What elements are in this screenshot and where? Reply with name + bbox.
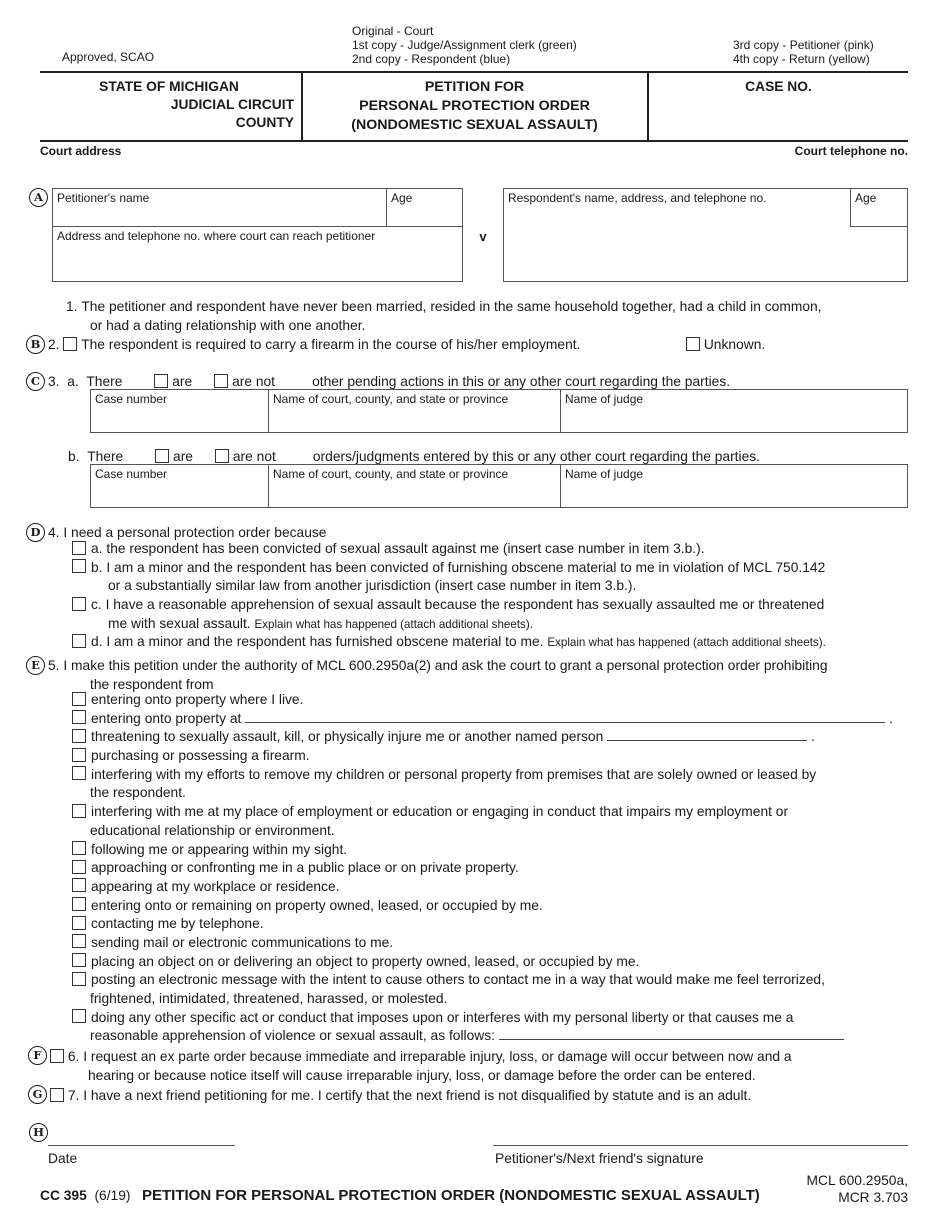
copy-2nd-label: 2nd copy - Respondent (blue): [352, 52, 511, 66]
item4a-text: the respondent has been convicted of sexual assault against me (insert case number in item 3.b.).: [106, 541, 705, 556]
item3b-arenot-checkbox[interactable]: [215, 449, 229, 463]
court-phone-label: Court telephone no.: [794, 144, 908, 158]
copy-3rd-label: 3rd copy - Petitioner (pink): [733, 38, 874, 52]
item5-checkbox-10[interactable]: [72, 897, 86, 911]
item7-line: [50, 1087, 751, 1104]
marker-c: C: [26, 372, 45, 391]
item5-checkbox-14[interactable]: [72, 972, 86, 986]
item3b-col-court: Name of court, county, and state or province: [273, 467, 509, 481]
item2-unknown-label: Unknown.: [703, 337, 766, 352]
item2-number: 2.: [48, 337, 60, 352]
item5-text-11: contacting me by telephone.: [91, 916, 264, 932]
item1-line1: [66, 298, 822, 315]
item5-checkbox-13[interactable]: [72, 953, 86, 967]
item5-checkbox-3[interactable]: [72, 729, 86, 743]
signature-label: Petitioner's/Next friend's signature: [495, 1151, 704, 1166]
item5-text-8: approaching or confronting me in a public place or on private property.: [91, 860, 519, 876]
item4c-letter: c.: [91, 597, 102, 613]
item3b-line: [68, 448, 760, 465]
item4-intro-line: [48, 524, 326, 541]
item4-option-c-cont: [72, 615, 932, 634]
marker-f: F: [28, 1046, 47, 1065]
item4d-text: I am a minor and the respondent has furnished obscene material to me.: [106, 634, 544, 650]
item5-as-follows-blank[interactable]: [499, 1027, 844, 1040]
county-label: COUNTY: [235, 115, 294, 130]
copy-4th-label: 4th copy - Return (yellow): [733, 52, 870, 66]
item5-option-4: [72, 747, 932, 766]
item5-checkbox-9[interactable]: [72, 878, 86, 892]
item5-text-2: entering onto property at: [91, 710, 242, 726]
item5-intro-line2: the respondent from: [90, 677, 214, 692]
item5-checkbox-15[interactable]: [72, 1009, 86, 1023]
respondent-age-left-border: [850, 188, 851, 227]
footer-mcl: MCL 600.2950a,: [806, 1173, 908, 1188]
item3a-there-label: There: [86, 374, 123, 389]
item4c-text: I have a reasonable apprehension of sexual assault because the respondent has sexually assaulted me or threatened: [105, 597, 825, 613]
item3b-are-label: are: [173, 449, 193, 464]
marker-a: A: [29, 188, 48, 207]
item5-property-blank[interactable]: [245, 710, 885, 723]
petitioner-age-label: Age: [391, 191, 413, 205]
item2-unknown: [686, 336, 765, 353]
footer-form-number: CC 395: [40, 1188, 87, 1203]
item4c-note: Explain what has happened (attach additional sheets).: [254, 617, 533, 631]
court-state-label: STATE OF MICHIGAN: [99, 79, 239, 94]
item4-option-c: [72, 596, 932, 615]
item5-option-6: [72, 803, 932, 822]
item4d-letter: d.: [91, 634, 103, 650]
item5-intro-text: I make this petition under the authority of MCL 600.2950a(2) and ask the court to grant a personal protection order prohibiting: [63, 658, 828, 673]
footer-form-line: [40, 1187, 760, 1204]
item4-options: [72, 540, 932, 652]
copy-original-label: Original - Court: [352, 24, 434, 38]
item5-option-1: [72, 691, 932, 710]
item5-text-1: entering onto property where I live.: [91, 692, 304, 707]
item5-checkbox-5[interactable]: [72, 766, 86, 780]
item4-option-b-cont: or a substantially similar law from another jurisdiction (insert case number in item 3.b.).: [108, 578, 637, 594]
item5-text-9: appearing at my workplace or residence.: [91, 878, 340, 894]
item5-option-12: [72, 934, 932, 953]
item5-text-14: posting an electronic message with the intent to cause others to contact me in a way that would make me feel terrorized,: [91, 972, 825, 988]
item1-number: 1.: [66, 299, 78, 314]
item5-option-5-cont: the respondent.: [90, 785, 186, 801]
item5-checkbox-2[interactable]: [72, 710, 86, 724]
item4d-note: Explain what has happened (attach additional sheets).: [547, 636, 826, 650]
item3a-col-court: Name of court, county, and state or province: [273, 392, 509, 406]
item3a-are-label: are: [172, 374, 193, 389]
respondent-age-bottom-border: [850, 226, 908, 227]
item6-checkbox[interactable]: [50, 1049, 64, 1063]
item5-checkbox-8[interactable]: [72, 860, 86, 874]
item2-line: [48, 336, 580, 353]
petitioner-age-divider: [386, 188, 387, 227]
versus-label: v: [479, 229, 487, 244]
petitioner-address-label: Address and telephone no. where court can reach petitioner: [57, 229, 376, 243]
item5-text-6: interfering with me at my place of employment or education or engaging in conduct that impairs my employment or: [91, 804, 789, 820]
item5-option-15: [72, 1009, 932, 1028]
item5-option-9: [72, 878, 932, 897]
item5-text-15-cont: reasonable apprehension of violence or sexual assault, as follows:: [90, 1028, 495, 1044]
item3b-letter: b.: [68, 449, 80, 464]
item3a-table-divider-1: [268, 389, 269, 433]
item3a-are-checkbox[interactable]: [154, 374, 168, 388]
item5-text-10: entering onto or remaining on property owned, leased, or occupied by me.: [91, 897, 543, 913]
item5-option-2: [72, 710, 932, 729]
form-title-line-3: (NONDOMESTIC SEXUAL ASSAULT): [351, 117, 598, 133]
item6-number: 6.: [67, 1049, 80, 1064]
item3a-table-divider-2: [560, 389, 561, 433]
item5-checkbox-7[interactable]: [72, 841, 86, 855]
item3a-col-case-number: Case number: [95, 392, 168, 406]
item5-option-11: [72, 915, 932, 934]
item5-checkbox-1[interactable]: [72, 692, 86, 706]
item5-options: [72, 691, 932, 1046]
item5-option-14-cont: frightened, intimidated, threatened, harassed, or molested.: [90, 991, 448, 1006]
footer-revision: (6/19): [94, 1188, 131, 1203]
item3b-table-divider-2: [560, 464, 561, 508]
marker-b: B: [26, 335, 45, 354]
item5-named-person-blank[interactable]: [607, 728, 807, 741]
marker-h: H: [29, 1123, 48, 1142]
item5-checkbox-6[interactable]: [72, 804, 86, 818]
item4-option-a: [72, 540, 932, 559]
approved-scao-label: Approved, SCAO: [62, 50, 155, 64]
item4b-checkbox[interactable]: [72, 559, 86, 573]
item3b-there-label: There: [87, 449, 124, 464]
item3b-arenot-label: are not: [232, 449, 276, 464]
item5-option-8: [72, 859, 932, 878]
date-label: Date: [48, 1151, 78, 1166]
signature-line[interactable]: [493, 1145, 908, 1146]
item5-option-6-cont: educational relationship or environment.: [90, 822, 335, 838]
item3b-col-judge: Name of judge: [565, 467, 644, 481]
item7-number: 7.: [67, 1088, 80, 1103]
case-no-label: CASE NO.: [745, 79, 812, 94]
item5-option-3: [72, 728, 932, 747]
item2-firearm-checkbox[interactable]: [63, 337, 77, 351]
date-line[interactable]: [48, 1145, 235, 1146]
item7-text: I have a next friend petitioning for me. I certify that the next friend is not disqualified by statute and is an adult.: [83, 1088, 752, 1103]
item5-period-2: .: [810, 729, 815, 745]
judicial-circuit-label: JUDICIAL CIRCUIT: [170, 97, 294, 112]
circuit-number-field[interactable]: [110, 96, 230, 111]
footer-mcr: MCR 3.703: [838, 1190, 908, 1205]
item4-number: 4.: [48, 525, 60, 540]
item3-number: 3.: [48, 374, 60, 389]
item7-checkbox[interactable]: [50, 1088, 64, 1102]
item5-text-4: purchasing or possessing a firearm.: [91, 748, 310, 764]
court-address-field[interactable]: [40, 158, 908, 180]
item6-text: I request an ex parte order because immediate and irreparable injury, loss, or damage will occur between now and a: [83, 1049, 792, 1064]
copy-1st-label: 1st copy - Judge/Assignment clerk (green): [352, 38, 577, 52]
item3a-text: other pending actions in this or any other court regarding the parties.: [312, 374, 731, 389]
item3b-col-case-number: Case number: [95, 467, 168, 481]
item5-text-3: threatening to sexually assault, kill, or physically injure me or another named person: [91, 729, 604, 745]
item3a-arenot-label: are not: [232, 374, 276, 389]
marker-g: G: [28, 1085, 47, 1104]
item5-checkbox-12[interactable]: [72, 934, 86, 948]
respondent-age-label: Age: [855, 191, 877, 205]
petitioner-name-label: Petitioner's name: [57, 191, 150, 205]
item3b-table-divider-1: [268, 464, 269, 508]
respondent-label: Respondent's name, address, and telephone no.: [508, 191, 767, 205]
marker-e: E: [26, 656, 45, 675]
item3a-col-judge: Name of judge: [565, 392, 644, 406]
item3a-arenot-checkbox[interactable]: [214, 374, 228, 388]
item4b-letter: b.: [91, 559, 103, 575]
item4-intro-text: I need a personal protection order because: [63, 525, 327, 540]
item5-text-13: placing an object on or delivering an object to property owned, leased, or occupied by me.: [91, 953, 640, 969]
item3a-line: [48, 373, 730, 390]
petitioner-row-divider: [52, 226, 463, 227]
item2-text: The respondent is required to carry a firearm in the course of his/her employment.: [81, 337, 581, 352]
item5-option-15-cont: [72, 1027, 932, 1046]
item3a-letter: a.: [67, 374, 79, 389]
item6-line2: hearing or because notice itself will cause irreparable injury, loss, or damage before the order can be entered.: [88, 1068, 756, 1083]
item5-checkbox-11[interactable]: [72, 916, 86, 930]
item3b-are-checkbox[interactable]: [155, 449, 169, 463]
item5-text-12: sending mail or electronic communications to me.: [91, 934, 394, 950]
item5-checkbox-4[interactable]: [72, 748, 86, 762]
item5-text-7: following me or appearing within my sight.: [91, 841, 348, 857]
form-title-line-1: PETITION FOR: [424, 79, 525, 95]
item5-option-14: [72, 971, 932, 990]
item4c-checkbox[interactable]: [72, 597, 86, 611]
item5-option-13: [72, 953, 932, 972]
item3b-text: orders/judgments entered by this or any other court regarding the parties.: [312, 449, 760, 464]
form-title-line-2: PERSONAL PROTECTION ORDER: [359, 98, 590, 114]
item4c-text2: me with sexual assault.: [108, 615, 251, 631]
item4b-text: I am a minor and the respondent has been convicted of furnishing obscene material to me in violation of MCL 750.142: [106, 559, 826, 575]
item4a-letter: a.: [91, 541, 103, 556]
footer-form-title: PETITION FOR PERSONAL PROTECTION ORDER (NONDOMESTIC SEXUAL ASSAULT): [142, 1187, 760, 1204]
item2-unknown-checkbox[interactable]: [686, 337, 700, 351]
item6-line1: [50, 1048, 792, 1065]
item5-text-5: interfering with my efforts to remove my children or personal property from premises that are solely owned or leased by: [91, 766, 817, 782]
case-no-field[interactable]: [649, 96, 908, 138]
item4-option-b: [72, 559, 932, 578]
item5-intro-line1: [48, 657, 828, 674]
item5-number: 5.: [48, 658, 60, 673]
item1-line2: or had a dating relationship with one another.: [90, 318, 366, 333]
item4d-checkbox[interactable]: [72, 634, 86, 648]
item5-option-10: [72, 897, 932, 916]
item5-period-1: .: [889, 710, 893, 726]
header-bottom-rule: [40, 140, 908, 142]
marker-d: D: [26, 523, 45, 542]
header-top-rule: [40, 71, 908, 73]
item5-option-7: [72, 841, 932, 860]
court-address-label: Court address: [40, 144, 122, 158]
item5-option-5: [72, 766, 932, 785]
item1-text: The petitioner and respondent have never been married, resided in the same household together, had a child in common,: [81, 299, 822, 314]
item5-text-15: doing any other specific act or conduct that imposes upon or interferes with my personal liberty or that causes me a: [91, 1009, 794, 1025]
item4a-checkbox[interactable]: [72, 541, 86, 555]
item4-option-d: [72, 633, 932, 652]
